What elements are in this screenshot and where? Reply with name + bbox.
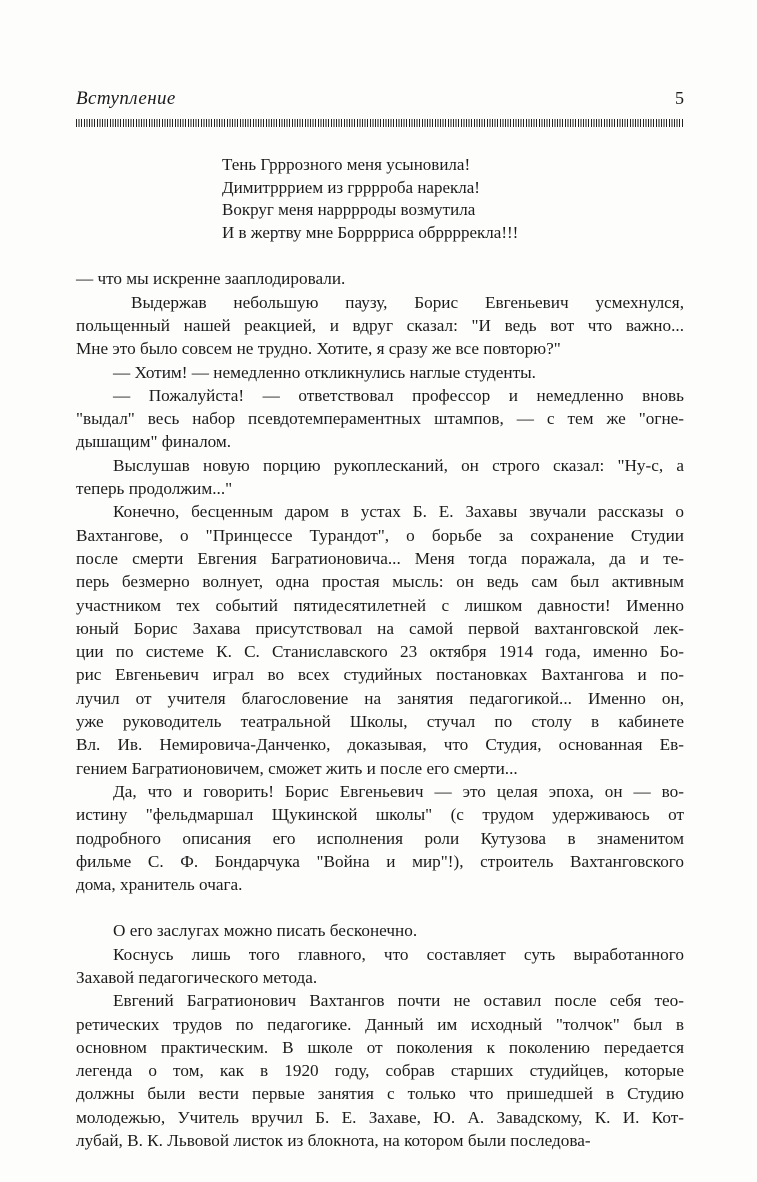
text-line: лучил от учителя благословение на занятия педагогикой... Именно он, [76, 688, 684, 708]
running-title: Вступление [76, 88, 176, 109]
paragraph [76, 361, 684, 384]
paragraph [76, 943, 684, 990]
text-line: дома, хранитель очага. [76, 875, 243, 895]
text-line: Выдержав небольшую паузу, Борис Евгеньевич усмехнулся, [131, 292, 684, 312]
text-line: истину "фельдмаршал Щукинской школы" (с трудом удерживаюсь от [76, 805, 684, 825]
text-line: перь безмерно волнует, одна простая мысль: он ведь сам был активным [76, 572, 684, 592]
text-line: Евгений Багратионович Вахтангов почти не оставил после себя тео- [113, 991, 684, 1011]
text-line: участником тех событий пятидесятилетней с лишком давности! Именно [76, 595, 684, 615]
text-line: Да, что и говорить! Борис Евгеньевич — это целая эпоха, он — во- [113, 781, 684, 801]
text-line: — Пожалуйста! — ответствовал профессор и немедленно вновь [113, 385, 684, 405]
text-line: Вахтангове, о "Принцессе Турандот", о борьбе за сохранение Студии [76, 525, 684, 545]
text-line: гением Багратионовичем, сможет жить и после его смерти... [76, 758, 518, 778]
text-line: Вл. Ив. Немировича-Данченко, доказывая, что Студия, основанная Ев- [76, 735, 684, 755]
text-line: Выслушав новую порцию рукоплесканий, он строго сказал: "Ну-с, а [113, 455, 684, 475]
paragraph [76, 384, 684, 454]
page-header [76, 88, 684, 110]
text-line: теперь продолжим..." [76, 479, 233, 499]
paragraph [76, 291, 684, 361]
text-line: — Хотим! — немедленно откликнулись наглые студенты. [113, 362, 536, 382]
paragraph [76, 780, 684, 896]
text-line: уже руководитель театральной Школы, стучал по столу в кабинете [76, 712, 684, 732]
text-line: лубай, В. К. Львовой листок из блокнота, на котором были последова- [76, 1131, 591, 1151]
text-line: легенда о том, как в 1920 году, собрав старших студийцев, которые [76, 1061, 684, 1081]
text-line: подробного описания его исполнения роли Кутузова в знаменитом [76, 828, 684, 848]
paragraph [76, 989, 684, 1152]
text-line: ретических трудов по педагогике. Данный им исходный "толчок" был в [76, 1014, 684, 1034]
text-line: Захавой педагогического метода. [76, 967, 318, 987]
text-line: польщенный нашей реакцией, и вдруг сказал: "И ведь вот что важно... [76, 315, 684, 335]
text-line: должны были вести первые занятия с только что пришедшей в Студию [76, 1084, 684, 1104]
verse-line: Тень Грррозного меня усыновила! [222, 155, 471, 174]
text-line: Мне это было совсем не трудно. Хотите, я сразу же все повторю?" [76, 339, 561, 359]
page-number: 5 [675, 88, 684, 108]
text-line: О его заслугах можно писать бесконечно. [113, 921, 418, 941]
text-line: Коснусь лишь того главного, что составляет суть выработанного [113, 944, 684, 964]
decorative-rule [76, 119, 684, 127]
verse-line: Вокруг меня нарррроды возмутила [222, 200, 476, 220]
text-line: молодежью, Учитель вручил Б. Е. Захаве, Ю. А. Завадскому, К. И. Кот- [76, 1107, 684, 1127]
text-line: "выдал" весь набор псевдотемпераментных штампов, — с тем же "огне- [76, 409, 684, 429]
text-line: после смерти Евгения Багратионовича... Меня тогда поражала, да и те- [76, 548, 684, 568]
text-line: фильме С. Ф. Бондарчука "Война и мир"!), строитель Вахтанговского [76, 851, 684, 871]
paragraph [76, 919, 684, 942]
text-line: Конечно, бесценным даром в устах Б. Е. Захавы звучали рассказы о [113, 502, 684, 522]
text-line: основном практическим. В школе от поколения к поколению передается [76, 1037, 684, 1057]
text-line: рис Евгеньевич играл во всех студийных постановках Вахтангова и по- [76, 665, 684, 685]
text-line: — что мы искренне зааплодировали. [76, 269, 346, 289]
paragraph [76, 454, 684, 501]
epigraph-verse [222, 154, 684, 244]
paragraph [76, 267, 684, 290]
verse-line: И в жертву мне Борррриса обррррекла!!! [222, 222, 519, 242]
text-line: дышащим" финалом. [76, 432, 232, 452]
verse-line: Димитрррием из грррроба нарекла! [222, 177, 480, 197]
body-text [76, 267, 684, 1152]
text-line: ции по системе К. С. Станиславского 23 октября 1914 года, именно Бо- [76, 642, 684, 662]
paragraph [76, 500, 684, 780]
text-line: юный Борис Захава присутствовал на самой первой вахтанговской лек- [76, 618, 684, 638]
